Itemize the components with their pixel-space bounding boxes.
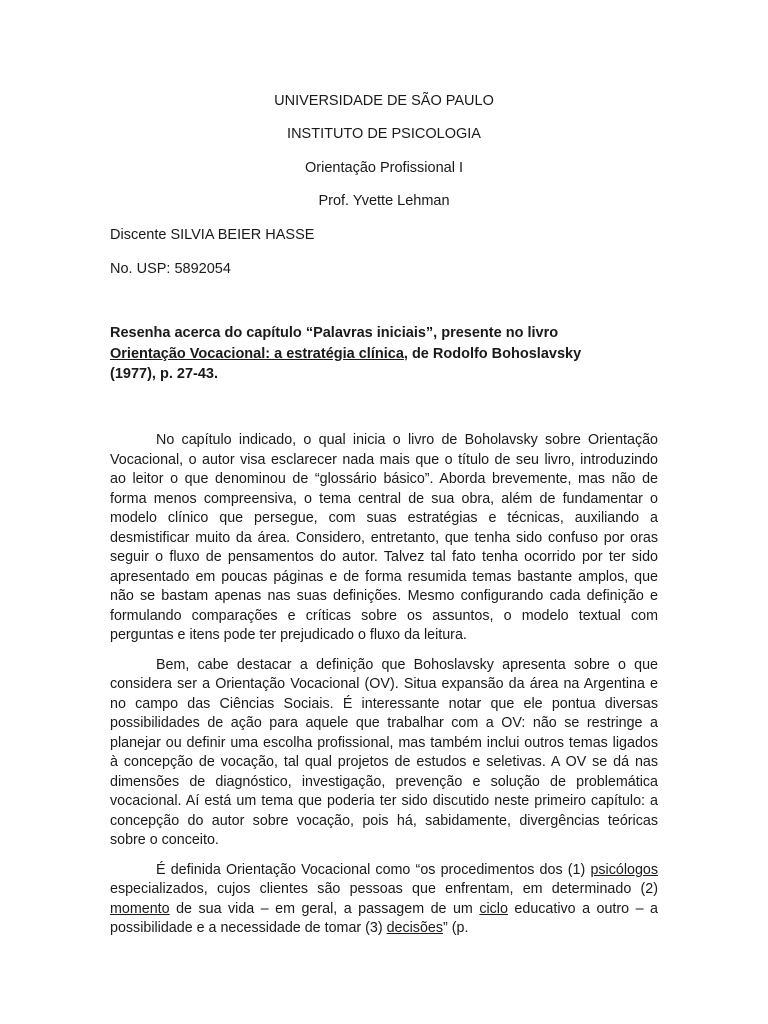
paragraph-2: Bem, cabe destacar a definição que Bohoslavsky apresenta sobre o que considera ser a Orientação Vocacional (OV). Situa expansão da área na Argentina e no campo das Ciências Sociais. É interessante notar que ele pontua diversas possibilidades de ação para aquele que trabalhar com a OV: não se restringe a planejar ou definir uma escolha profissional, mas também inclui outros temas ligados à concepção de vocação, tal qual projetos de estudos e seletivas. A OV se dá nas dimensões de diagnóstico, investigação, prevenção e solução de problemática vocacional. Aí está um tema que poderia ter sido discutido neste primeiro capítulo: a concepção do autor sobre vocação, pois há, sabidamente, divergências teóricas sobre o conceito. xyxy=(110,656,658,848)
review-body xyxy=(110,431,658,949)
review-title-citation: , de Rodolfo Bohoslavsky (1977), p. 27-43. xyxy=(110,345,582,382)
review-title-intro: Resenha acerca do capítulo “Palavras iniciais”, presente no livro xyxy=(110,325,559,341)
underlined-term-psicologos: psicólogos xyxy=(590,861,658,878)
paragraph-3-text: especializados, cujos clientes são pessoas que enfrentam, em determinado (2) xyxy=(110,881,658,897)
paragraph-1: No capítulo indicado, o qual inicia o livro de Boholavsky sobre Orientação Vocacional, o autor visa esclarecer nada mais que o título de seu livro, introduzindo ao leitor o que denominou de “glossário básico”. Aborda brevemente, mas não de forma menos compreensiva, o tema central de sua obra, além de fundamentar o modelo clínico que persegue, com suas estratégias e técnicas, auxiliando a desmistificar muito da área. Considero, entretanto, que tenha sido confuso por oras seguir o fluxo de pensamentos do autor. Talvez tal fato tenha ocorrido por ter sido apresentado em poucas páginas e de forma resumida temas bastante amplos, que não se bastam apenas nas suas definições. Mesmo configurando cada definição e formulando comparações e críticas sobre os assuntos, o modelo textual com perguntas e itens pode ter prejudicado o fluxo da leitura. xyxy=(110,432,658,643)
paragraph-3-text: ” (p. xyxy=(443,920,469,936)
review-title xyxy=(110,323,620,385)
course-name: Orientação Profissional I xyxy=(305,160,463,176)
institute-name: INSTITUTO DE PSICOLOGIA xyxy=(287,126,481,142)
paragraph-3-text: É definida Orientação Vocacional como “os procedimentos dos (1) xyxy=(156,861,591,878)
university-name: UNIVERSIDADE DE SÃO PAULO xyxy=(274,93,494,109)
paragraph-3-text: de sua vida – em geral, a passagem de um xyxy=(169,900,480,917)
underlined-term-ciclo: ciclo xyxy=(479,900,508,917)
student-usp-number: No. USP: 5892054 xyxy=(110,261,231,277)
underlined-term-decisoes: decisões xyxy=(386,920,444,936)
paragraph-3 xyxy=(110,861,658,939)
student-name: Discente SILVIA BEIER HASSE xyxy=(110,227,315,243)
paragraph-3-text: educativo a outro – a possibilidade e a necessidade de tomar (3) xyxy=(110,900,658,936)
underlined-term-momento: momento xyxy=(110,900,170,917)
book-title: Orientação Vocacional: a estratégia clínica xyxy=(110,345,404,362)
professor-name: Prof. Yvette Lehman xyxy=(318,193,450,209)
